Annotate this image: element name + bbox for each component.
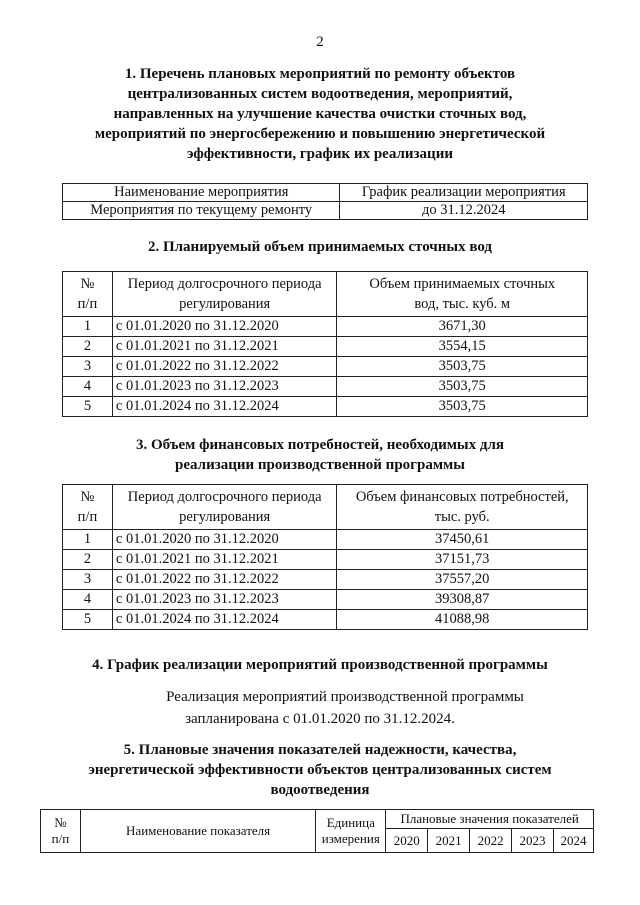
header-year: 2022: [470, 829, 512, 853]
header-number: [63, 272, 113, 317]
financial-needs-table: [62, 484, 588, 630]
header-unit: [316, 810, 386, 853]
header-year: 2024: [554, 829, 594, 853]
header-indicator-name: Наименование показателя: [80, 810, 315, 853]
header-number-line: №: [54, 815, 67, 830]
header-volume: [337, 272, 588, 317]
row-period: с 01.01.2020 по 31.12.2020: [112, 317, 337, 337]
table-header-row: [63, 485, 588, 530]
section-3-title-line: реализации производственной программы: [175, 457, 465, 473]
row-value: 3503,75: [337, 357, 588, 377]
activities-table: [62, 183, 588, 220]
row-value: 37450,61: [337, 530, 588, 550]
header-number: [41, 810, 81, 853]
section-1-title: [0, 64, 640, 164]
row-value: 3503,75: [337, 377, 588, 397]
header-number-line: №: [80, 489, 95, 505]
header-number: [63, 485, 113, 530]
section-1-title-line: мероприятий по энергосбережению и повышению энергетической: [94, 126, 546, 142]
row-period: с 01.01.2023 по 31.12.2023: [112, 377, 337, 397]
table-row: [63, 590, 588, 610]
table-row: [63, 570, 588, 590]
section-5-title-line: 5. Плановые значения показателей надежности, качества,: [123, 742, 517, 758]
header-volume-line: Объем принимаемых сточных: [369, 276, 556, 292]
row-period: с 01.01.2021 по 31.12.2021: [112, 550, 337, 570]
row-number: 4: [63, 590, 113, 610]
section-2-title: 2. Планируемый объем принимаемых сточных вод: [147, 239, 493, 255]
row-value: 37151,73: [337, 550, 588, 570]
header-period-line: Период долгосрочного периода: [127, 489, 322, 505]
row-value: 37557,20: [337, 570, 588, 590]
header-number-line: п/п: [77, 296, 98, 312]
table-row: [63, 337, 588, 357]
header-number-line: п/п: [77, 509, 98, 525]
activity-schedule: до 31.12.2024: [340, 202, 588, 220]
activity-name: Мероприятия по текущему ремонту: [63, 202, 340, 220]
section-4-text-line: запланирована с 01.01.2020 по 31.12.2024.: [185, 711, 455, 727]
page-number: 2: [316, 34, 324, 50]
row-value: 3671,30: [337, 317, 588, 337]
header-schedule: График реализации мероприятия: [340, 184, 588, 202]
row-number: 1: [63, 317, 113, 337]
header-period-line: Период долгосрочного периода: [127, 276, 322, 292]
wastewater-volume-table: [62, 271, 588, 417]
row-number: 4: [63, 377, 113, 397]
header-volume-line: вод, тыс. куб. м: [414, 296, 511, 312]
table-row: [63, 202, 588, 220]
table-header-row: [63, 272, 588, 317]
header-financial: [337, 485, 588, 530]
row-period: с 01.01.2021 по 31.12.2021: [112, 337, 337, 357]
table-header-row: [63, 184, 588, 202]
row-period: с 01.01.2020 по 31.12.2020: [112, 530, 337, 550]
section-1-title-line: 1. Перечень плановых мероприятий по ремонту объектов: [124, 66, 516, 82]
row-period: с 01.01.2022 по 31.12.2022: [112, 357, 337, 377]
header-period-line: регулирования: [179, 509, 271, 525]
row-value: 3554,15: [337, 337, 588, 357]
row-number: 3: [63, 357, 113, 377]
section-5-title: [0, 740, 640, 800]
row-number: 2: [63, 550, 113, 570]
table-row: [63, 550, 588, 570]
row-number: 5: [63, 610, 113, 630]
row-number: 3: [63, 570, 113, 590]
row-period: с 01.01.2023 по 31.12.2023: [112, 590, 337, 610]
row-value: 41088,98: [337, 610, 588, 630]
row-number: 1: [63, 530, 113, 550]
header-number-line: п/п: [51, 831, 70, 846]
table-row: [63, 377, 588, 397]
row-period: с 01.01.2022 по 31.12.2022: [112, 570, 337, 590]
table-header-row: [41, 810, 594, 829]
section-4-text-line: Реализация мероприятий производственной программы: [166, 689, 524, 705]
section-5-title-line: водоотведения: [270, 782, 370, 798]
header-number-line: №: [80, 276, 95, 292]
header-period: [112, 485, 337, 530]
section-4-text: [0, 686, 640, 730]
section-1-title-line: централизованных систем водоотведения, мероприятий,: [127, 86, 513, 102]
header-unit-line: измерения: [321, 831, 380, 846]
header-year: 2020: [386, 829, 428, 853]
header-planned-values: Плановые значения показателей: [386, 810, 594, 829]
section-5-title-line: энергетической эффективности объектов централизованных систем: [88, 762, 552, 778]
row-value: 39308,87: [337, 590, 588, 610]
section-3-title-line: 3. Объем финансовых потребностей, необходимых для: [135, 437, 505, 453]
row-value: 3503,75: [337, 397, 588, 417]
header-unit-line: Единица: [326, 815, 375, 830]
table-row: [63, 317, 588, 337]
table-row: [63, 530, 588, 550]
table-row: [63, 357, 588, 377]
header-financial-line: Объем финансовых потребностей,: [355, 489, 569, 505]
row-period: с 01.01.2024 по 31.12.2024: [112, 610, 337, 630]
header-period: [112, 272, 337, 317]
row-number: 5: [63, 397, 113, 417]
table-row: [63, 397, 588, 417]
indicators-table: [40, 809, 594, 853]
row-number: 2: [63, 337, 113, 357]
row-period: с 01.01.2024 по 31.12.2024: [112, 397, 337, 417]
header-year: 2023: [512, 829, 554, 853]
table-row: [63, 610, 588, 630]
section-1-title-line: направленных на улучшение качества очистки сточных вод,: [113, 106, 527, 122]
header-year: 2021: [428, 829, 470, 853]
header-activity-name: Наименование мероприятия: [63, 184, 340, 202]
header-period-line: регулирования: [179, 296, 271, 312]
header-financial-line: тыс. руб.: [434, 509, 490, 525]
section-3-title: [0, 435, 640, 475]
section-1-title-line: эффективности, график их реализации: [187, 146, 453, 162]
section-4-title: 4. График реализации мероприятий производственной программы: [92, 657, 548, 673]
